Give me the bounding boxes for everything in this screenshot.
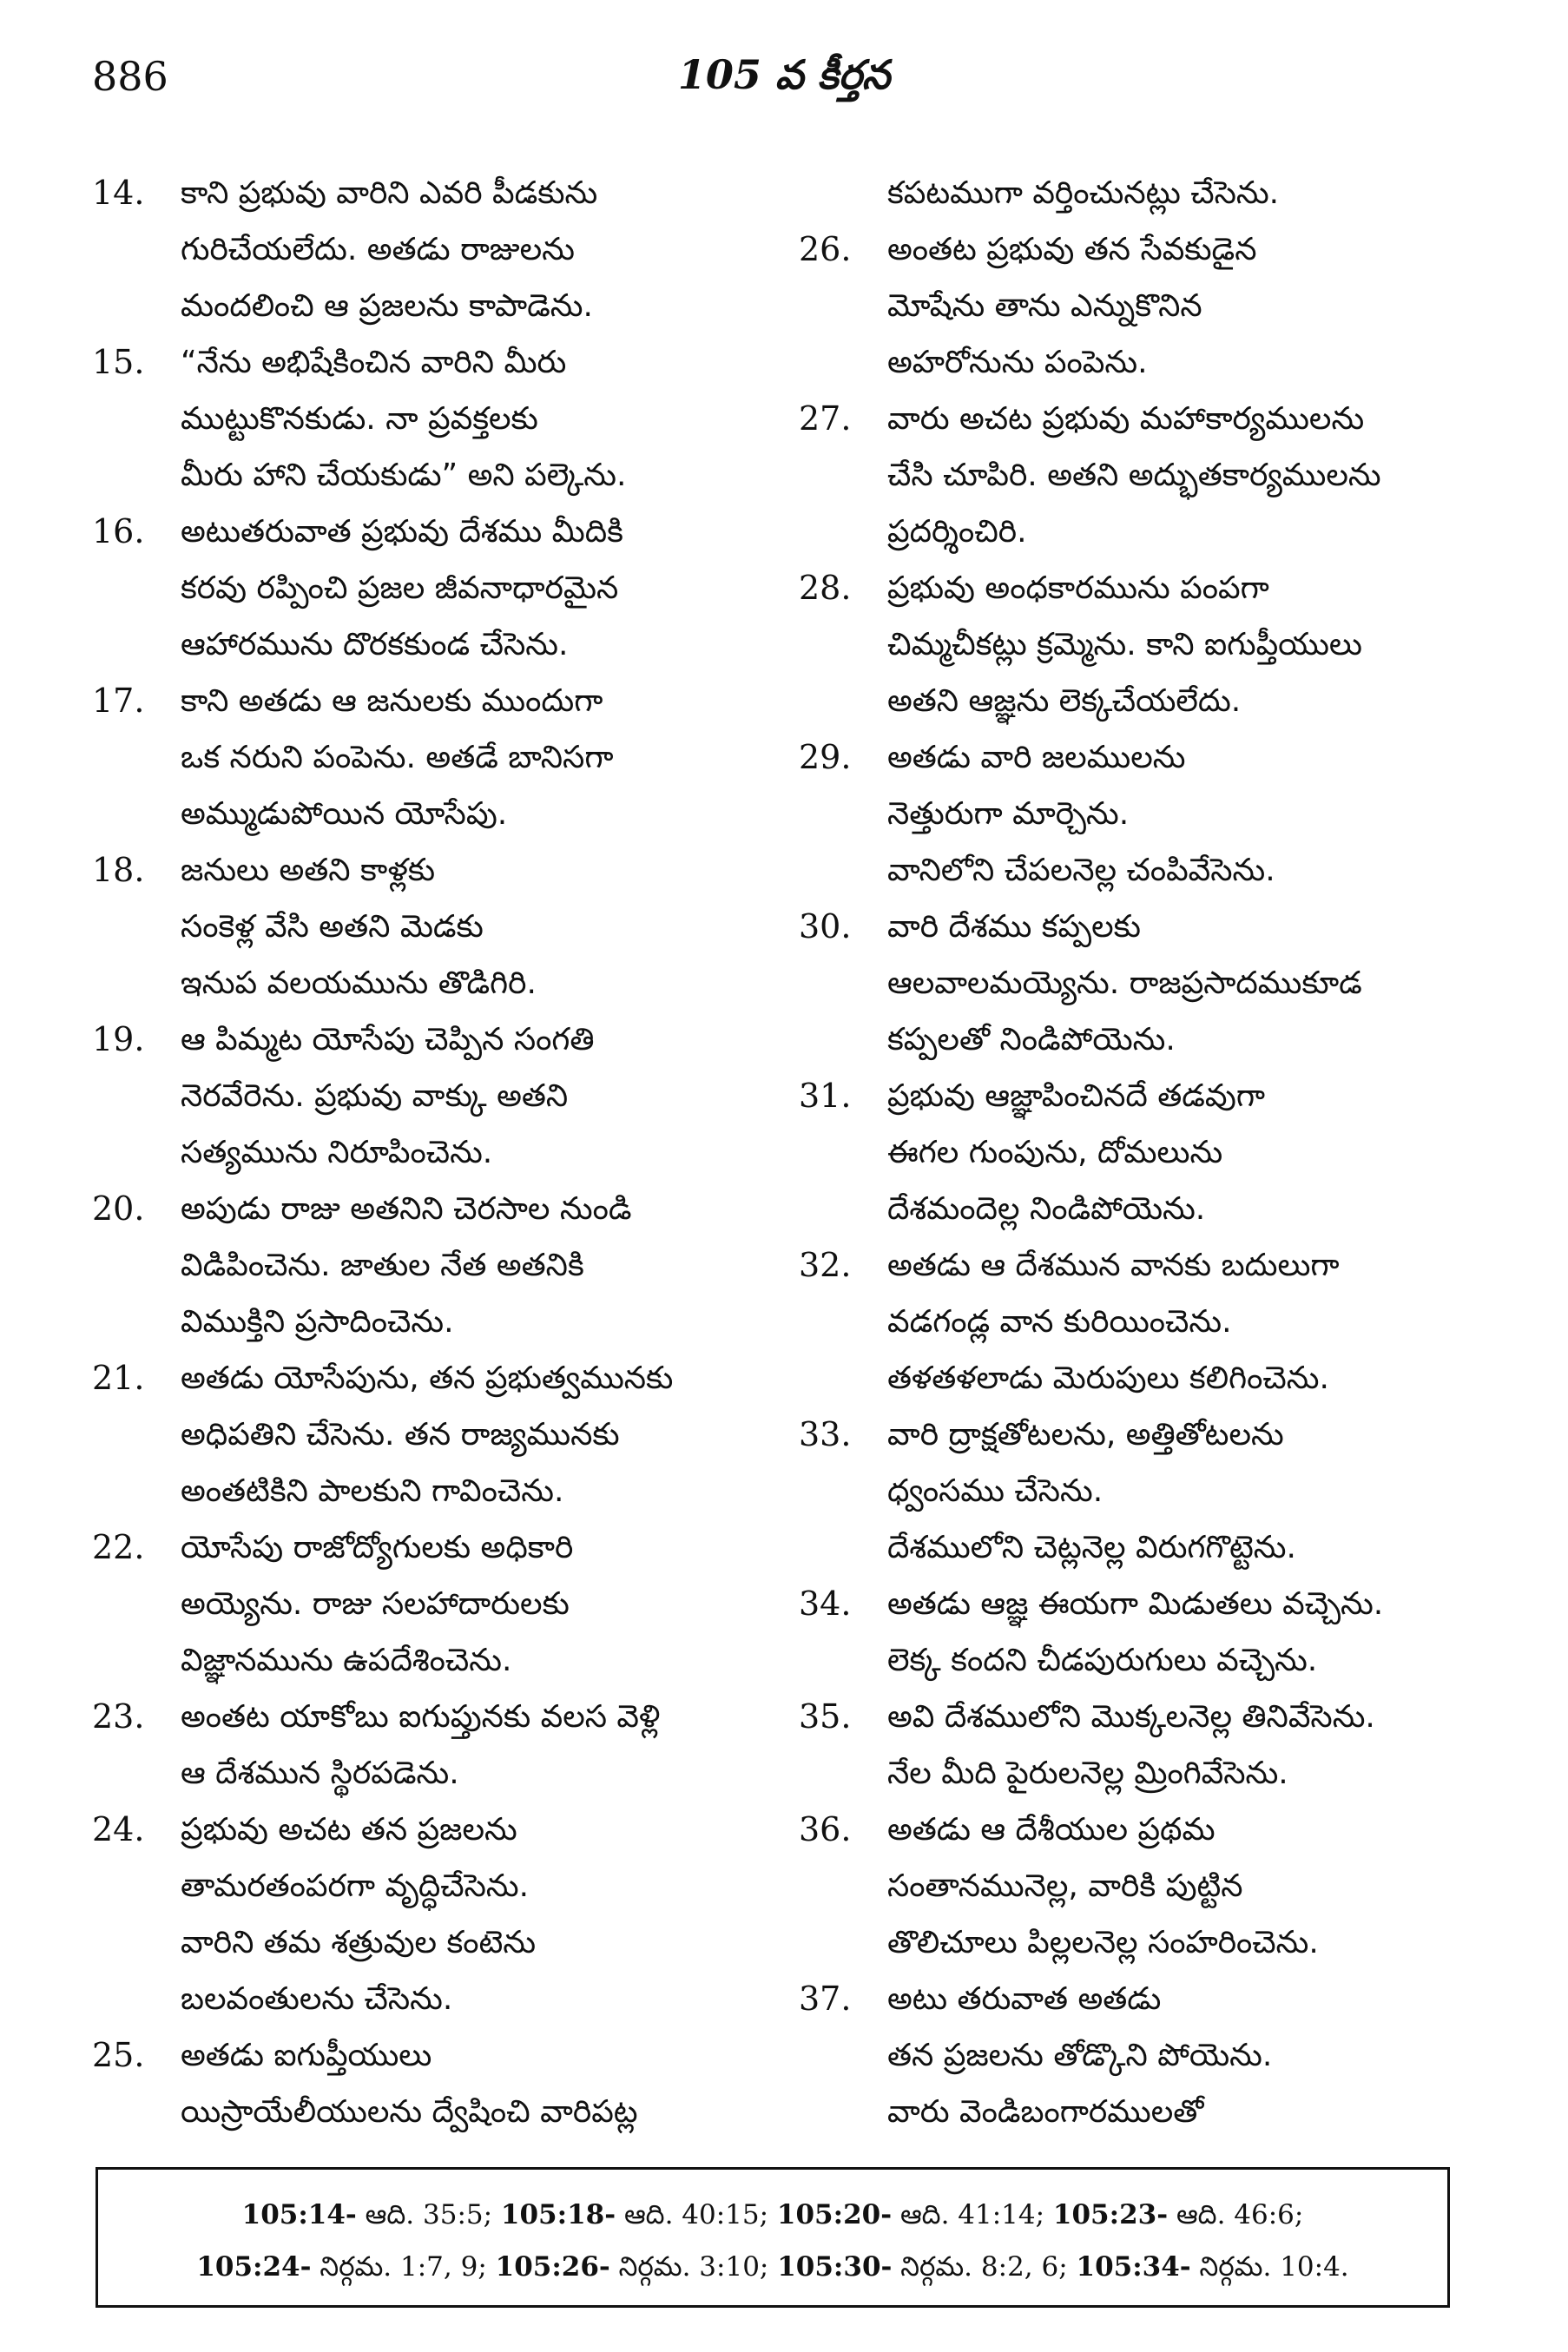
verse-line: ప్రభువు అచట తన ప్రజలను bbox=[181, 1812, 517, 1848]
verse-line: యిస్రాయేలీయులను ద్వేషించి వారిపట్ల bbox=[181, 2094, 638, 2130]
verse-line: ఆ దేశమున స్థిరపడెను. bbox=[181, 1756, 459, 1791]
verse-block bbox=[92, 334, 769, 504]
verse-block bbox=[799, 899, 1476, 1068]
verse-number: 26. bbox=[799, 230, 852, 268]
verse-number: 24. bbox=[92, 1810, 145, 1848]
verse-line: లెక్క కందని చీడపురుగులు వచ్చెను. bbox=[887, 1643, 1318, 1678]
verse-line: ప్రభువు అంధకారమును పంపగా bbox=[887, 570, 1269, 606]
verse-line: అతడు ఆ దేశమున వానకు బదులుగా bbox=[887, 1248, 1340, 1283]
page-number: 886 bbox=[92, 53, 168, 100]
verse-line: అటుతరువాత ప్రభువు దేశము మీదికి bbox=[181, 514, 623, 550]
verse-number: 23. bbox=[92, 1697, 145, 1736]
verse-block bbox=[799, 1802, 1476, 1971]
verse-line: మందలించి ఆ ప్రజలను కాపాడెను. bbox=[181, 288, 593, 324]
verse-block bbox=[799, 1971, 1476, 2140]
verse-line: కాని ప్రభువు వారిని ఎవరి పీడకును bbox=[181, 175, 598, 211]
verse-line: అతని ఆజ్ఞను లెక్కచేయలేదు. bbox=[887, 683, 1242, 719]
verse-block bbox=[799, 165, 1476, 221]
verse-line: ఇనుప వలయమును తొడిగిరి. bbox=[181, 965, 537, 1001]
verse-line: “నేను అభిషేకించిన వారిని మీరు bbox=[181, 345, 567, 380]
verse-line: ఈగల గుంపును, దోమలును bbox=[887, 1135, 1223, 1170]
verse-number: 30. bbox=[799, 907, 852, 945]
verse-number: 18. bbox=[92, 851, 145, 889]
verse-number: 19. bbox=[92, 1020, 145, 1058]
verse-line: వానిలోని చేపలనెల్ల చంపివేసెను. bbox=[887, 853, 1275, 888]
footnote-reference: 105:20- bbox=[776, 2199, 893, 2230]
verse-line: వారు అచట ప్రభువు మహాకార్యములను bbox=[887, 401, 1365, 437]
verse-number: 16. bbox=[92, 512, 145, 550]
footnote-reference: 105:18- bbox=[500, 2199, 616, 2230]
right-verse-column bbox=[799, 165, 1476, 2140]
verse-line: అమ్ముడుపోయిన యోసేపు. bbox=[181, 796, 508, 832]
verse-line: అటు తరువాత అతడు bbox=[887, 1981, 1162, 2017]
verse-number: 31. bbox=[799, 1077, 852, 1115]
verse-line: బలవంతులను చేసెను. bbox=[181, 1981, 453, 2017]
verse-block bbox=[92, 842, 769, 1011]
verse-line: ఆలవాలమయ్యెను. రాజప్రసాదముకూడ bbox=[887, 965, 1362, 1001]
verse-block bbox=[92, 2027, 769, 2140]
verse-line: అయ్యెను. రాజు సలహాదారులకు bbox=[181, 1586, 570, 1622]
verse-line: ఒక నరుని పంపెను. అతడే బానిసగా bbox=[181, 740, 614, 775]
verse-line: కప్పలతో నిండిపోయెను. bbox=[887, 1022, 1176, 1057]
verse-block bbox=[799, 1576, 1476, 1689]
verse-number: 33. bbox=[799, 1415, 852, 1453]
verse-line: తన ప్రజలను తోడ్కొని పోయెను. bbox=[887, 2038, 1273, 2073]
footnote-citation: నిర్గమ. 3:10; bbox=[609, 2251, 778, 2283]
verse-line: అంతట యాకోబు ఐగుప్తునకు వలస వెళ్లి bbox=[181, 1699, 661, 1735]
verse-line: కపటముగా వర్తించునట్లు చేసెను. bbox=[887, 175, 1280, 211]
verse-block bbox=[799, 560, 1476, 729]
verse-line: తొలిచూలు పిల్లలనెల్ల సంహరించెను. bbox=[887, 1925, 1319, 1960]
verse-line: అధిపతిని చేసెను. తన రాజ్యమునకు bbox=[181, 1417, 620, 1453]
verse-line: ధ్వంసము చేసెను. bbox=[887, 1473, 1104, 1509]
cross-reference-box bbox=[96, 2167, 1450, 2308]
verse-line: ప్రభువు ఆజ్ఞాపించినదే తడవుగా bbox=[887, 1078, 1265, 1114]
page-title: 105 వ కీర్తన bbox=[677, 51, 891, 98]
verse-block bbox=[799, 1237, 1476, 1407]
verse-number: 29. bbox=[799, 738, 852, 776]
verse-number: 17. bbox=[92, 682, 145, 720]
verse-line: మీరు హాని చేయకుడు” అని పల్కెను. bbox=[181, 458, 627, 493]
verse-line: గురిచేయలేదు. అతడు రాజులను bbox=[181, 232, 575, 267]
footnote-reference: 105:23- bbox=[1052, 2199, 1169, 2230]
footnote-line bbox=[115, 2241, 1430, 2293]
verse-line: చేసి చూపిరి. అతని అద్భుతకార్యములను bbox=[887, 458, 1381, 493]
verse-line: ప్రదర్శించిరి. bbox=[887, 514, 1027, 550]
verse-line: అపుడు రాజు అతనిని చెరసాల నుండి bbox=[181, 1191, 632, 1227]
footnote-reference: 105:26- bbox=[495, 2251, 610, 2283]
verse-line: అంతట ప్రభువు తన సేవకుడైన bbox=[887, 232, 1257, 267]
verse-line: వారి దేశము కప్పలకు bbox=[887, 909, 1141, 945]
verse-line: నెత్తురుగా మార్చెను. bbox=[887, 796, 1130, 832]
verse-number: 27. bbox=[799, 399, 852, 438]
verse-line: అతడు యోసేపును, తన ప్రభుత్వమునకు bbox=[181, 1360, 674, 1396]
verse-number: 36. bbox=[799, 1810, 852, 1848]
verse-number: 15. bbox=[92, 343, 145, 381]
verse-block bbox=[799, 1407, 1476, 1576]
verse-line: వారి ద్రాక్షతోటలను, అత్తితోటలను bbox=[887, 1417, 1284, 1453]
verse-block bbox=[799, 1689, 1476, 1802]
verse-block bbox=[92, 1689, 769, 1802]
verse-line: వారు వెండిబంగారములతో bbox=[887, 2094, 1204, 2130]
verse-number: 35. bbox=[799, 1697, 852, 1736]
verse-line: జనులు అతని కాళ్లకు bbox=[181, 853, 436, 888]
verse-number: 32. bbox=[799, 1246, 852, 1284]
verse-line: విడిపించెను. జాతుల నేత అతనికి bbox=[181, 1248, 584, 1283]
verse-number: 28. bbox=[799, 569, 852, 607]
verse-line: దేశములోని చెట్లనెల్ల విరుగగొట్టెను. bbox=[887, 1530, 1296, 1565]
verse-block bbox=[92, 1519, 769, 1689]
verse-block bbox=[799, 391, 1476, 560]
verse-number: 21. bbox=[92, 1359, 145, 1397]
verse-line: వడగండ్ల వాన కురియించెను. bbox=[887, 1304, 1232, 1340]
verse-line: నెరవేరెను. ప్రభువు వాక్కు అతని bbox=[181, 1078, 569, 1114]
verse-line: వారిని తమ శత్రువుల కంటెను bbox=[181, 1925, 537, 1960]
verse-line: చిమ్మచీకట్లు క్రమ్మెను. కాని ఐగుప్తీయులు bbox=[887, 627, 1362, 662]
verse-line: సత్యమును నిరూపించెను. bbox=[181, 1135, 493, 1170]
verse-block bbox=[799, 1068, 1476, 1237]
verse-line: అవి దేశములోని మొక్కలనెల్ల తినివేసెను. bbox=[887, 1699, 1375, 1735]
footnote-citation: నిర్గమ. 8:2, 6; bbox=[892, 2251, 1077, 2283]
footnote-citation: ఆది. 40:15; bbox=[616, 2199, 777, 2230]
verse-line: మోషేను తాను ఎన్నుకొనిన bbox=[887, 288, 1202, 324]
verse-block bbox=[799, 729, 1476, 899]
verse-number: 14. bbox=[92, 174, 145, 212]
footnote-citation: ఆది. 46:6; bbox=[1168, 2199, 1304, 2230]
verse-number: 20. bbox=[92, 1189, 145, 1228]
verse-line: తళతళలాడు మెరుపులు కలిగించెను. bbox=[887, 1360, 1329, 1396]
verse-line: నేల మీది పైరులనెల్ల మ్రింగివేసెను. bbox=[887, 1756, 1288, 1791]
verse-block bbox=[92, 1181, 769, 1350]
verse-block bbox=[92, 673, 769, 842]
footnote-line bbox=[115, 2189, 1430, 2241]
verse-line: అతడు వారి జలములను bbox=[887, 740, 1186, 775]
verse-number: 25. bbox=[92, 2036, 145, 2074]
verse-block bbox=[92, 165, 769, 334]
footnote-citation: నిర్గమ. 10:4. bbox=[1190, 2251, 1349, 2283]
verse-number: 37. bbox=[799, 1980, 852, 2018]
verse-number: 34. bbox=[799, 1584, 852, 1623]
verse-line: అతడు ఐగుప్తీయులు bbox=[181, 2038, 432, 2073]
verse-block bbox=[92, 1011, 769, 1181]
verse-line: అతడు ఆ దేశీయుల ప్రథమ bbox=[887, 1812, 1216, 1848]
verse-line: సంతానమునెల్ల, వారికి పుట్టిన bbox=[887, 1868, 1243, 1904]
verse-line: కాని అతడు ఆ జనులకు ముందుగా bbox=[181, 683, 603, 719]
verse-line: దేశమందెల్ల నిండిపోయెను. bbox=[887, 1191, 1206, 1227]
verse-line: తామరతంపరగా వృద్ధిచేసెను. bbox=[181, 1868, 530, 1904]
verse-line: విజ్ఞానమును ఉపదేశించెను. bbox=[181, 1643, 512, 1678]
verse-line: అతడు ఆజ్ఞ ఈయగా మిడుతలు వచ్చెను. bbox=[887, 1586, 1384, 1622]
footnote-reference: 105:30- bbox=[777, 2251, 893, 2283]
verse-line: ఆహారమును దొరకకుండ చేసెను. bbox=[181, 627, 569, 662]
verse-line: సంకెళ్ల వేసి అతని మెడకు bbox=[181, 909, 484, 945]
verse-block bbox=[92, 1802, 769, 2027]
verse-line: ముట్టుకొనకుడు. నా ప్రవక్తలకు bbox=[181, 401, 538, 437]
verse-line: కరవు రప్పించి ప్రజల జీవనాధారమైన bbox=[181, 570, 619, 606]
verse-line: ఆ పిమ్మట యోసేపు చెప్పిన సంగతి bbox=[181, 1022, 595, 1057]
footnote-reference: 105:14- bbox=[241, 2199, 357, 2230]
verse-line: అంతటికిని పాలకుని గావించెను. bbox=[181, 1473, 564, 1509]
footnote-citation: నిర్గమ. 1:7, 9; bbox=[311, 2251, 496, 2283]
footnote-reference: 105:34- bbox=[1076, 2251, 1191, 2283]
footnote-reference: 105:24- bbox=[196, 2251, 312, 2283]
verse-block bbox=[92, 504, 769, 673]
verse-line: విముక్తిని ప్రసాదించెను. bbox=[181, 1304, 454, 1340]
footnote-citation: ఆది. 41:14; bbox=[892, 2199, 1053, 2230]
verse-block bbox=[799, 221, 1476, 391]
footnote-citation: ఆది. 35:5; bbox=[356, 2199, 501, 2230]
verse-block bbox=[92, 1350, 769, 1519]
verse-line: యోసేపు రాజోద్యోగులకు అధికారి bbox=[181, 1530, 574, 1565]
verse-line: అహరోనును పంపెను. bbox=[887, 345, 1148, 380]
verse-number: 22. bbox=[92, 1528, 145, 1566]
left-verse-column bbox=[92, 165, 769, 2140]
